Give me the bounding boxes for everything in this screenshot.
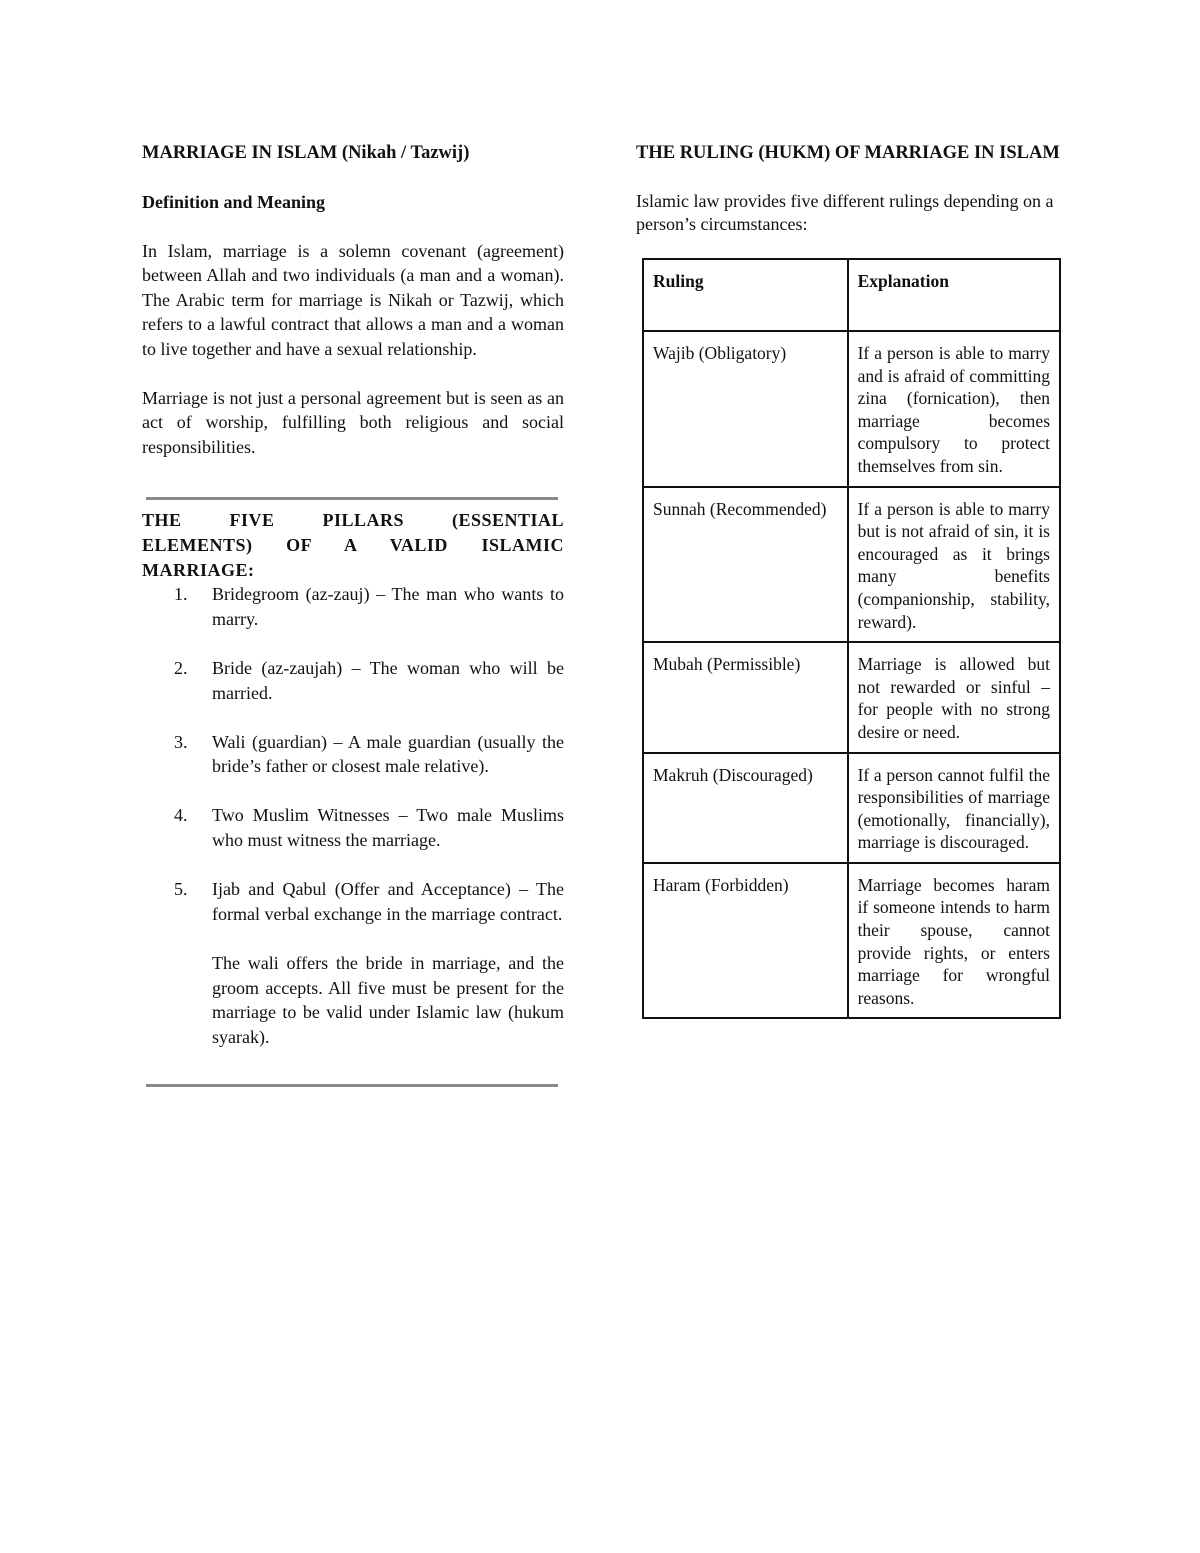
table-header-row bbox=[643, 259, 1060, 331]
explanation-cell: Marriage is allowed but not rewarded or sinful – for people with no strong desire or need. bbox=[848, 642, 1060, 752]
explanation-cell: If a person is able to marry and is afraid of committing zina (fornication), then marriage becomes compulsory to protect themselves from sin. bbox=[848, 331, 1060, 487]
list-number: 5. bbox=[174, 879, 188, 900]
left-column bbox=[142, 141, 564, 1087]
explanation-cell: If a person is able to marry but is not afraid of sin, it is encouraged as it brings many benefits (companionship, stability, reward). bbox=[848, 487, 1060, 643]
pillars-list bbox=[142, 582, 564, 926]
list-item bbox=[142, 730, 564, 779]
rulings-table bbox=[642, 258, 1061, 1019]
list-item-text: Ijab and Qabul (Offer and Acceptance) – The formal verbal exchange in the marriage contract. bbox=[212, 879, 564, 924]
column-header-ruling: Ruling bbox=[643, 259, 848, 331]
list-item bbox=[142, 656, 564, 705]
table-row bbox=[643, 331, 1060, 487]
document-title: MARRIAGE IN ISLAM (Nikah / Tazwij) bbox=[142, 143, 470, 163]
definition-heading: Definition and Meaning bbox=[142, 192, 326, 212]
list-item-text: Bride (az-zaujah) – The woman who will be married. bbox=[212, 657, 564, 703]
list-item-text: Bridegroom (az-zauj) – The man who wants to marry. bbox=[212, 584, 564, 629]
ruling-intro: Islamic law provides five different rulings depending on a person’s circumstances: bbox=[636, 191, 1054, 234]
ruling-cell: Haram (Forbidden) bbox=[643, 863, 848, 1019]
list-item-text: Two Muslim Witnesses – Two male Muslims who must witness the marriage. bbox=[212, 805, 564, 851]
ruling-cell: Wajib (Obligatory) bbox=[643, 331, 848, 487]
section-divider bbox=[146, 497, 558, 500]
section-divider bbox=[146, 1084, 558, 1087]
ruling-cell: Makruh (Discouraged) bbox=[643, 753, 848, 863]
ruling-cell: Mubah (Permissible) bbox=[643, 642, 848, 752]
list-item bbox=[142, 877, 564, 926]
column-header-explanation: Explanation bbox=[848, 259, 1060, 331]
table-row bbox=[643, 753, 1060, 863]
table-row bbox=[643, 642, 1060, 752]
pillars-heading-line: ELEMENTS) OF A VALID ISLAMIC bbox=[142, 534, 564, 555]
pillars-heading-line: THE FIVE PILLARS (ESSENTIAL bbox=[142, 510, 564, 531]
list-number: 2. bbox=[174, 657, 188, 678]
right-column bbox=[636, 141, 1060, 1019]
list-number: 3. bbox=[174, 731, 188, 752]
pillars-heading bbox=[142, 508, 564, 582]
explanation-cell: If a person cannot fulfil the responsibilities of marriage (emotionally, financially), marriage is discouraged. bbox=[848, 753, 1060, 863]
ruling-cell: Sunnah (Recommended) bbox=[643, 487, 848, 643]
table-row bbox=[643, 863, 1060, 1019]
closing-note: The wali offers the bride in marriage, and the groom accepts. All five must be present for the marriage to be valid under Islamic law (hukum syarak). bbox=[212, 953, 564, 1047]
ruling-title: THE RULING (HUKM) OF MARRIAGE IN ISLAM bbox=[636, 143, 1060, 163]
list-item bbox=[142, 582, 564, 631]
list-item bbox=[142, 803, 564, 852]
list-item-text: Wali (guardian) – A male guardian (usually the bride’s father or closest male relative). bbox=[212, 731, 564, 777]
table-row bbox=[643, 487, 1060, 643]
worship-paragraph: Marriage is not just a personal agreement but is seen as an act of worship, fulfilling both religious and social responsibilities. bbox=[142, 387, 564, 457]
explanation-cell: Marriage becomes haram if someone intends to harm their spouse, cannot provide rights, or enters marriage for wrongful reasons. bbox=[848, 863, 1060, 1019]
list-number: 1. bbox=[174, 584, 188, 605]
pillars-heading-line: MARRIAGE: bbox=[142, 559, 255, 580]
definition-paragraph: In Islam, marriage is a solemn covenant (agreement) between Allah and two individuals (a man and a woman). The Arabic term for marriage is Nikah or Tazwij, which refers to a lawful contract that allows a man and a woman to live together and have a sexual relationship. bbox=[142, 240, 564, 359]
list-number: 4. bbox=[174, 805, 188, 826]
